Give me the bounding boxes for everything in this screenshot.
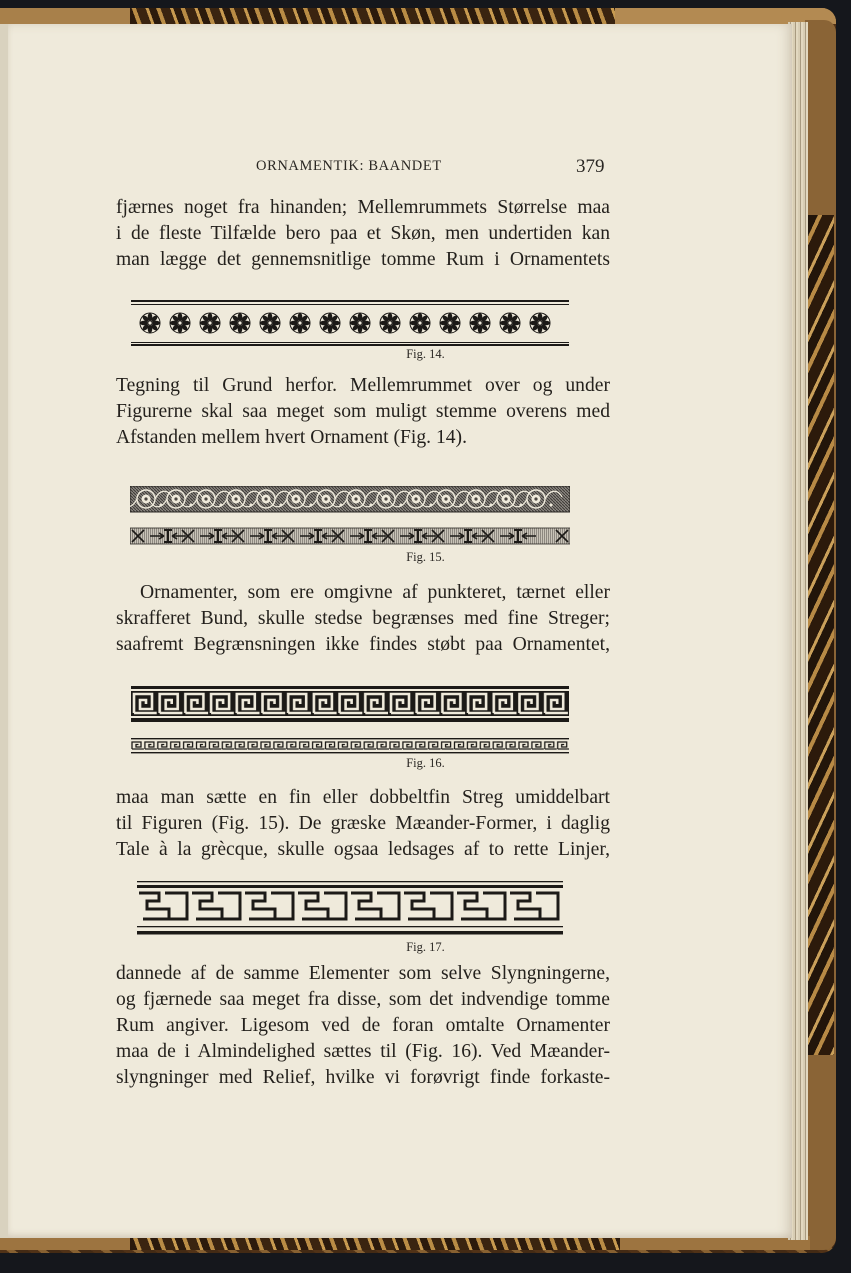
figure-17-caption: Fig. 17.	[406, 940, 445, 954]
rosette-row	[131, 300, 569, 346]
marbled-board-top	[130, 8, 615, 24]
text-line: fjærnes noget fra hinanden; Mellemrummets Størrelse maa	[116, 197, 610, 218]
running-head	[0, 156, 851, 178]
page-number: 379	[576, 156, 605, 177]
text-line: Afstanden mellem hvert Ornament (Fig. 14).	[116, 427, 467, 448]
rule-bottom-fine	[131, 342, 569, 343]
paragraph-3	[116, 580, 610, 658]
text-line: dannede af de samme Elementer som selve Slyngningerne,	[116, 963, 610, 984]
greek-key-band	[131, 686, 569, 756]
figure-15-caption: Fig. 15.	[406, 550, 445, 564]
marbled-board-right	[808, 215, 834, 1055]
text-line: Figurerne skal saa meget som muligt stemme overens med	[116, 401, 610, 422]
text-line: saafremt Begrænsningen ikke findes støbt paa Ornamentet,	[116, 634, 610, 655]
text-line: slyngninger med Relief, hvilke vi forøvrigt finde forkaste-	[116, 1067, 610, 1088]
text-line: maa man sætte en fin eller dobbeltfin Streg umiddelbart	[116, 787, 610, 808]
paragraph-2	[116, 373, 610, 451]
marbled-board-bottom	[130, 1238, 620, 1250]
figure-16-greek-key-bands	[131, 686, 569, 756]
figure-14-rosette-border	[131, 300, 569, 346]
text-line: Tale à la grècque, skulle ogsaa ledsages af to rette Linjer,	[116, 839, 610, 860]
gutter-edge	[0, 24, 8, 1238]
paragraph-1	[116, 195, 610, 273]
text-line: Ornamenter, som ere omgivne af punkteret, tærnet eller	[140, 582, 610, 603]
figure-17-relief-meander	[137, 881, 563, 937]
scroll-band	[130, 486, 570, 548]
text-line: til Figuren (Fig. 15). De græske Mæander-Former, i daglig	[116, 813, 610, 834]
text-line: Rum angiver. Ligesom ved de foran omtalte Ornamenter	[116, 1015, 610, 1036]
text-line: skrafferet Bund, skulle stedse begrænses med fine Streger;	[116, 608, 610, 629]
text-line: og fjærnede saa meget fra disse, som det indvendige tomme	[116, 989, 610, 1010]
relief-meander-band	[137, 881, 563, 937]
figure-16-caption: Fig. 16.	[406, 756, 445, 770]
figure-15-scroll-bands	[130, 486, 570, 548]
paragraph-5	[116, 961, 610, 1091]
text-line: Tegning til Grund herfor. Mellemrummet over og under	[116, 375, 610, 396]
paragraph-4	[116, 785, 610, 863]
running-head-title: ORNAMENTIK: BAANDET	[256, 158, 442, 174]
leather-corner-top-left	[0, 8, 130, 24]
rule-bottom	[131, 344, 569, 346]
figure-14-caption: Fig. 14.	[406, 347, 445, 361]
text-line: i de fleste Tilfælde bero paa et Skøn, men undertiden kan	[116, 223, 610, 244]
text-line: man lægge det gennemsnitlige tomme Rum i Ornamentets	[116, 249, 610, 270]
text-line: maa de i Almindelighed sættes til (Fig. 16). Ved Mæander-	[116, 1041, 610, 1062]
